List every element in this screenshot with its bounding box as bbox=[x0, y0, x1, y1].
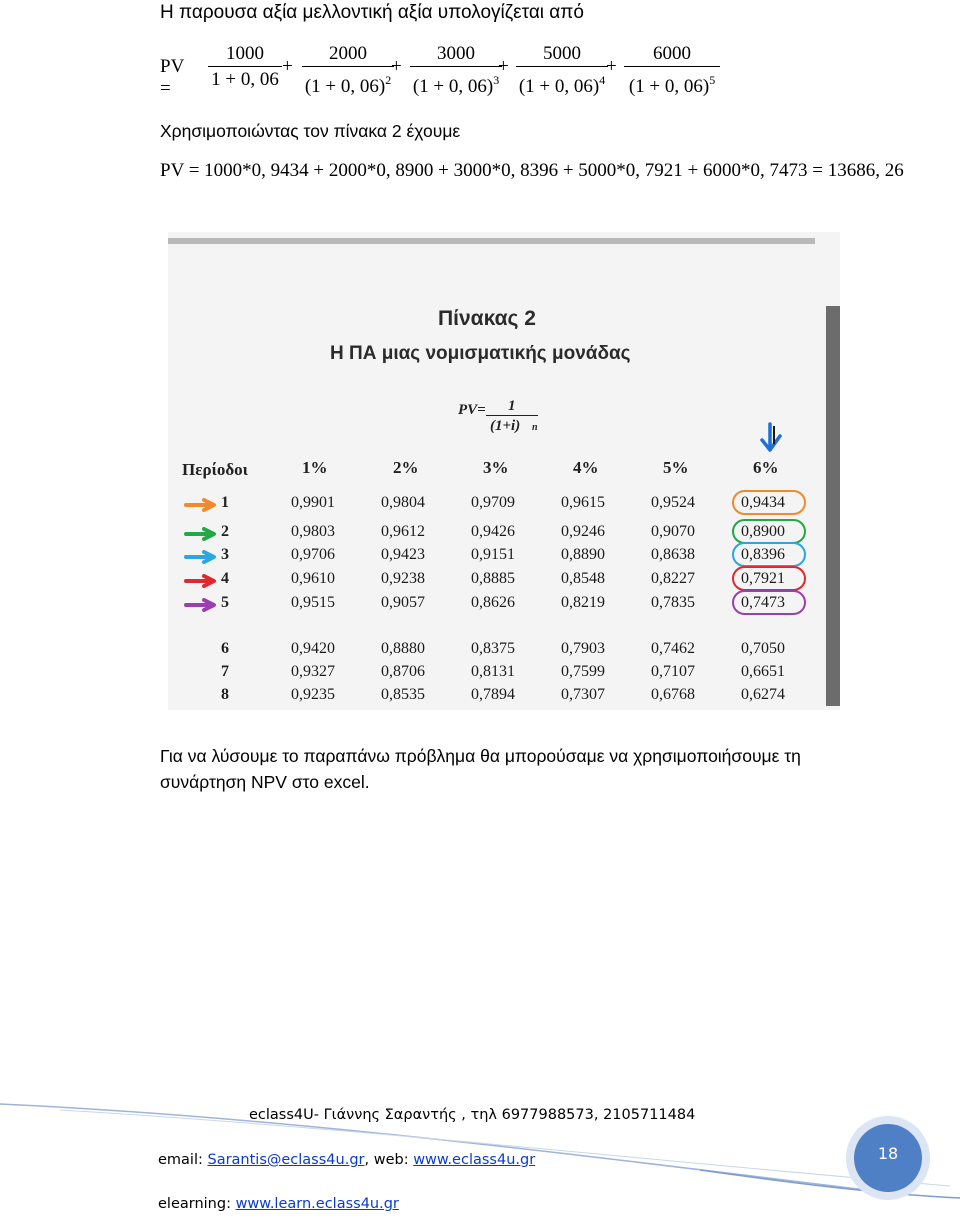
table-cell: 0,9327 bbox=[291, 663, 335, 680]
table-cell: 0,9610 bbox=[291, 570, 335, 587]
formula-lhs: PV = bbox=[160, 56, 184, 99]
table-cell: 0,9612 bbox=[381, 523, 425, 540]
highlight-ring-green bbox=[732, 519, 806, 544]
formula-exponent: n bbox=[532, 422, 538, 433]
table-cell: 0,9434 bbox=[741, 494, 785, 511]
formula-numerator: 1 bbox=[508, 398, 516, 414]
table-cell: 0,8396 bbox=[741, 546, 785, 563]
purple-arrow-icon bbox=[184, 598, 218, 612]
table-cell: 0,7107 bbox=[651, 663, 695, 680]
col-header-6pct: 6% bbox=[753, 458, 779, 477]
paragraph-line-2: συνάρτηση NPV στο excel. bbox=[160, 772, 370, 792]
table-cell: 0,9057 bbox=[381, 594, 425, 611]
web-label: , web: bbox=[364, 1152, 409, 1168]
table-cell: 0,9426 bbox=[471, 523, 515, 540]
table-cell: 0,7894 bbox=[471, 686, 515, 703]
fraction-term-4: 5000 (1 + 0, 06)$^4$ bbox=[514, 42, 610, 91]
using-table-text: Χρησιμοποιώντας τον πίνακα 2 έχουμε bbox=[160, 121, 461, 141]
table-cell: 0,8227 bbox=[651, 570, 695, 587]
table-cell: 0,7921 bbox=[741, 570, 785, 587]
page-number-badge bbox=[844, 1114, 932, 1202]
table-subtitle: Η ΠΑ μιας νομισματικής μονάδας bbox=[330, 343, 631, 364]
table-cell: 0,8626 bbox=[471, 594, 515, 611]
table-cell: 0,9615 bbox=[561, 494, 605, 511]
page-number: 18 bbox=[877, 1144, 899, 1163]
fraction-term-3: 3000 (1 + 0, 06)$^3$ bbox=[408, 42, 504, 91]
table-title: Πίνακας 2 bbox=[438, 307, 536, 330]
table-cell: 0,7903 bbox=[561, 640, 605, 657]
green-arrow-icon bbox=[184, 527, 218, 541]
table-cell: 0,7835 bbox=[651, 594, 695, 611]
email-label: email: bbox=[158, 1152, 203, 1168]
fraction-term-1: 1000 1 + 0, 06 bbox=[206, 42, 284, 91]
table-cell: 0,9524 bbox=[651, 494, 695, 511]
table-cell: 0,8890 bbox=[561, 546, 605, 563]
table-cell: 0,6274 bbox=[741, 686, 785, 703]
table-cell: 0,9709 bbox=[471, 494, 515, 511]
footer-email-line bbox=[158, 1152, 535, 1168]
table-cell: 0,8131 bbox=[471, 663, 515, 680]
period-label: 4 bbox=[221, 570, 229, 587]
scan-divider bbox=[168, 238, 815, 244]
period-label: 2 bbox=[221, 523, 229, 540]
table-cell: 0,6768 bbox=[651, 686, 695, 703]
plus-sign: + bbox=[282, 56, 293, 77]
period-label: 5 bbox=[221, 594, 229, 611]
table-pv-formula bbox=[458, 398, 548, 438]
table-cell: 0,9901 bbox=[291, 494, 335, 511]
table-cell: 0,8706 bbox=[381, 663, 425, 680]
fraction-term-2: 2000 (1 + 0, 06)$^2$ bbox=[300, 42, 396, 91]
plus-sign: + bbox=[498, 56, 509, 77]
formula-denominator: (1+i) bbox=[490, 418, 521, 434]
highlight-ring-purple bbox=[732, 590, 806, 615]
col-header-3pct: 3% bbox=[483, 458, 509, 477]
red-arrow-icon bbox=[184, 574, 218, 588]
footer-elearning-line bbox=[158, 1196, 399, 1212]
period-label: 7 bbox=[221, 663, 229, 680]
table-cell: 0,9070 bbox=[651, 523, 695, 540]
table-cell: 0,9246 bbox=[561, 523, 605, 540]
paragraph-line-1: Για να λύσουμε το παραπάνω πρόβλημα θα μπορούσαμε να χρησιμοποιήσουμε τη bbox=[160, 746, 801, 766]
plus-sign: + bbox=[606, 56, 617, 77]
table-cell: 0,7599 bbox=[561, 663, 605, 680]
table-cell: 0,8885 bbox=[471, 570, 515, 587]
period-label: 1 bbox=[221, 494, 229, 511]
table-cell: 0,7050 bbox=[741, 640, 785, 657]
web-link[interactable]: www.eclass4u.gr bbox=[413, 1152, 536, 1168]
email-link[interactable]: Sarantis@eclass4u.gr bbox=[207, 1152, 365, 1168]
down-arrow-icon bbox=[758, 422, 786, 456]
table-cell: 0,9423 bbox=[381, 546, 425, 563]
highlight-ring-red bbox=[732, 566, 806, 591]
table-cell: 0,7307 bbox=[561, 686, 605, 703]
table-cell: 0,8548 bbox=[561, 570, 605, 587]
period-label: 3 bbox=[221, 546, 229, 563]
scan-edge bbox=[826, 306, 840, 706]
period-label: 8 bbox=[221, 686, 229, 703]
table-cell: 0,8219 bbox=[561, 594, 605, 611]
table-cell: 0,9804 bbox=[381, 494, 425, 511]
table-cell: 0,8535 bbox=[381, 686, 425, 703]
table-cell: 0,9151 bbox=[471, 546, 515, 563]
table-cell: 0,9515 bbox=[291, 594, 335, 611]
table-cell: 0,7473 bbox=[741, 594, 785, 611]
table-cell: 0,7462 bbox=[651, 640, 695, 657]
col-header-5pct: 5% bbox=[663, 458, 689, 477]
table-cell: 0,8638 bbox=[651, 546, 695, 563]
formula-lhs: PV= bbox=[458, 402, 486, 418]
col-header-4pct: 4% bbox=[573, 458, 599, 477]
plus-sign: + bbox=[391, 56, 402, 77]
table-cell: 0,8375 bbox=[471, 640, 515, 657]
table-cell: 0,9238 bbox=[381, 570, 425, 587]
table-cell: 0,9706 bbox=[291, 546, 335, 563]
table-cell: 0,9803 bbox=[291, 523, 335, 540]
elearning-label: elearning: bbox=[158, 1196, 231, 1212]
blue-arrow-icon bbox=[184, 550, 218, 564]
table-cell: 0,9420 bbox=[291, 640, 335, 657]
fraction-term-5: 6000 (1 + 0, 06)$^5$ bbox=[622, 42, 722, 91]
period-label: 6 bbox=[221, 640, 229, 657]
highlight-ring-orange bbox=[732, 490, 806, 515]
elearning-link[interactable]: www.learn.eclass4u.gr bbox=[235, 1196, 399, 1212]
footer-contact: eclass4U- Γιάννης Σαραντής , τηλ 6977988573, 2105711484 bbox=[249, 1107, 696, 1123]
orange-arrow-icon bbox=[184, 498, 218, 512]
intro-text: Η παρουσα αξία μελλοντική αξία υπολογίζεται από bbox=[160, 2, 584, 23]
col-header-1pct: 1% bbox=[302, 458, 328, 477]
table-cell: 0,6651 bbox=[741, 663, 785, 680]
table-cell: 0,8900 bbox=[741, 523, 785, 540]
period-header: Περίοδοι bbox=[182, 460, 248, 479]
pv-table-formula: PV = 1000*0, 9434 + 2000*0, 8900 + 3000*0, 8396 + 5000*0, 7921 + 6000*0, 7473 = 13686, 26 bbox=[160, 160, 904, 181]
table-cell: 0,9235 bbox=[291, 686, 335, 703]
col-header-2pct: 2% bbox=[393, 458, 419, 477]
highlight-ring-blue bbox=[732, 542, 806, 567]
table-cell: 0,8880 bbox=[381, 640, 425, 657]
